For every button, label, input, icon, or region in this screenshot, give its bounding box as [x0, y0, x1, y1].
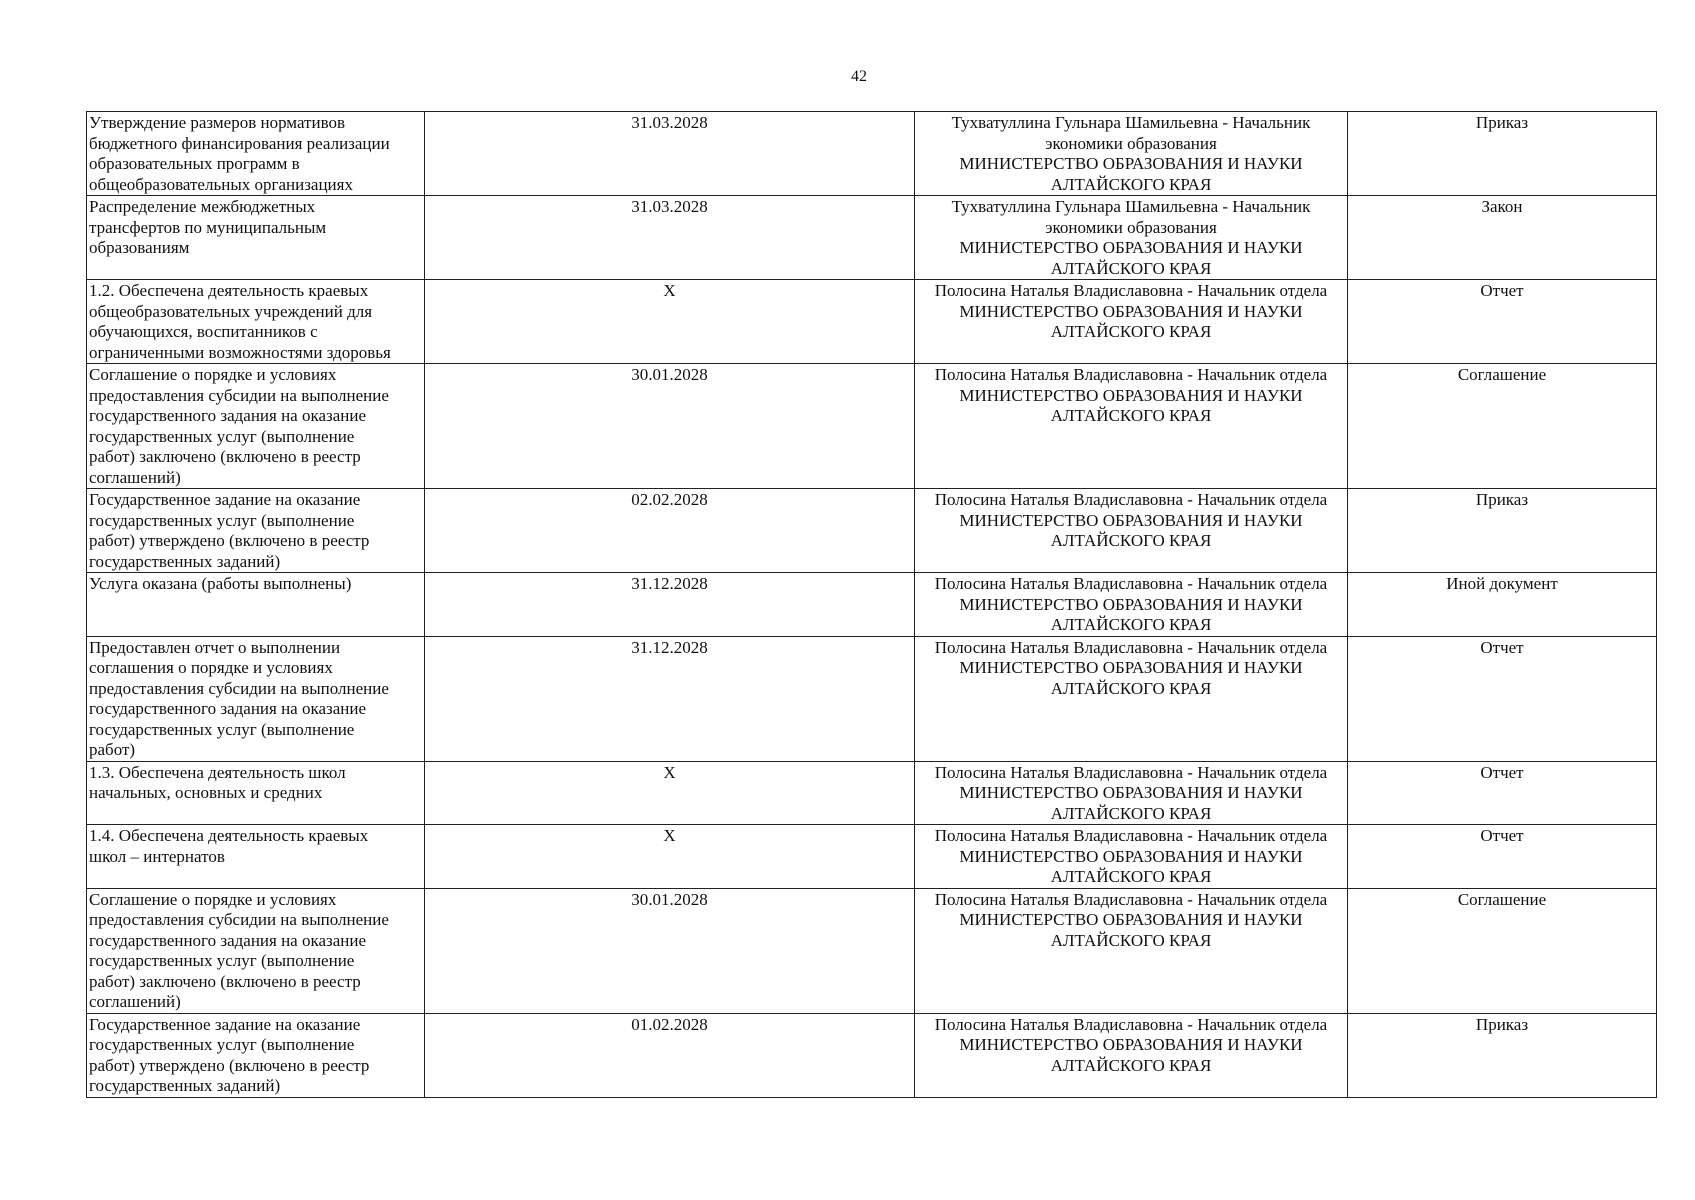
responsible-cell — [915, 888, 1348, 1013]
activity-name-cell — [87, 1013, 425, 1097]
document-type-cell: Приказ — [1348, 112, 1657, 196]
table-row — [87, 489, 1657, 573]
responsible-line: МИНИСТЕРСТВО ОБРАЗОВАНИЯ И НАУКИ — [959, 594, 1303, 614]
activity-name-line: 1.3. Обеспечена деятельность школ — [89, 762, 346, 782]
activity-name-line: государственных услуг (выполнение — [89, 426, 355, 446]
responsible-line: Полосина Наталья Владиславовна - Начальник отдела — [934, 365, 1328, 384]
responsible-line: АЛТАЙСКОГО КРАЯ — [1050, 1055, 1212, 1075]
responsible-line: АЛТАЙСКОГО КРАЯ — [1050, 322, 1212, 341]
responsible-line: АЛТАЙСКОГО КРАЯ — [1050, 678, 1212, 698]
responsible-line: АЛТАЙСКОГО КРАЯ — [1050, 174, 1212, 194]
responsible-line: АЛТАЙСКОГО КРАЯ — [1050, 406, 1212, 425]
responsible-line: МИНИСТЕРСТВО ОБРАЗОВАНИЯ И НАУКИ — [959, 510, 1303, 530]
responsible-line: АЛТАЙСКОГО КРАЯ — [1050, 803, 1212, 823]
responsible-cell — [915, 636, 1348, 761]
document-type-cell: Приказ — [1348, 1013, 1657, 1097]
activity-name-cell — [87, 573, 425, 637]
activity-name-line: государственного задания на оказание — [89, 406, 367, 425]
activity-name-line: предоставления субсидии на выполнение — [89, 385, 389, 405]
activity-name-cell — [87, 825, 425, 889]
activity-name-line: ограниченными возможностями здоровья — [89, 342, 391, 362]
activity-name-line: Распределение межбюджетных — [89, 197, 316, 216]
responsible-line: Тухватуллина Гульнара Шамильевна - Начальник — [951, 197, 1311, 216]
responsible-line: экономики образования — [1045, 133, 1217, 153]
responsible-cell — [915, 1013, 1348, 1097]
deadline-cell: X — [425, 280, 915, 364]
activity-name-line: обучающихся, воспитанников с — [89, 322, 318, 341]
activity-name-line: общеобразовательных учреждений для — [89, 301, 373, 321]
activity-name-line: государственных услуг (выполнение — [89, 510, 355, 530]
activity-name-line: работ) утверждено (включено в реестр — [89, 1055, 370, 1075]
activity-name-line: работ) заключено (включено в реестр — [89, 447, 361, 466]
activity-name-line: 1.2. Обеспечена деятельность краевых — [89, 281, 369, 300]
deadline-cell: 01.02.2028 — [425, 1013, 915, 1097]
deadline-cell: 02.02.2028 — [425, 489, 915, 573]
responsible-line: МИНИСТЕРСТВО ОБРАЗОВАНИЯ И НАУКИ — [959, 1035, 1303, 1054]
responsible-cell — [915, 573, 1348, 637]
activity-name-line: общеобразовательных организациях — [89, 174, 353, 194]
activity-name-line: Услуга оказана (работы выполнены) — [89, 574, 352, 593]
activity-name-line: образовательных программ в — [89, 154, 300, 173]
activity-name-cell — [87, 888, 425, 1013]
responsible-cell — [915, 825, 1348, 889]
table-row — [87, 761, 1657, 825]
responsible-line: Полосина Наталья Владиславовна - Начальник отдела — [934, 490, 1328, 509]
responsible-cell — [915, 112, 1348, 196]
responsible-line: АЛТАЙСКОГО КРАЯ — [1050, 531, 1212, 550]
activity-name-cell — [87, 364, 425, 489]
activity-name-line: начальных, основных и средних — [89, 783, 323, 802]
activity-name-line: государственного задания на оказание — [89, 930, 367, 950]
table-row — [87, 196, 1657, 280]
activity-name-line: Соглашение о порядке и условиях — [89, 889, 337, 909]
activity-name-line: соглашений) — [89, 467, 181, 487]
table-row — [87, 364, 1657, 489]
document-type-cell: Закон — [1348, 196, 1657, 280]
activity-name-line: Государственное задание на оказание — [89, 490, 361, 509]
activity-name-line: Соглашение о порядке и условиях — [89, 365, 337, 384]
responsible-line: МИНИСТЕРСТВО ОБРАЗОВАНИЯ И НАУКИ — [959, 910, 1303, 929]
responsible-line: МИНИСТЕРСТВО ОБРАЗОВАНИЯ И НАУКИ — [959, 301, 1303, 321]
responsible-cell — [915, 489, 1348, 573]
deadline-cell: 31.12.2028 — [425, 573, 915, 637]
responsible-line: МИНИСТЕРСТВО ОБРАЗОВАНИЯ И НАУКИ — [959, 385, 1303, 405]
responsible-cell — [915, 196, 1348, 280]
document-type-cell: Отчет — [1348, 280, 1657, 364]
deadline-cell: 31.03.2028 — [425, 196, 915, 280]
activity-name-line: 1.4. Обеспечена деятельность краевых — [89, 826, 369, 845]
responsible-line: МИНИСТЕРСТВО ОБРАЗОВАНИЯ И НАУКИ — [959, 846, 1303, 866]
activity-name-line: работ) — [89, 740, 136, 759]
table-row — [87, 888, 1657, 1013]
activity-name-cell — [87, 761, 425, 825]
responsible-line: Полосина Наталья Владиславовна - Начальник отдела — [934, 1014, 1328, 1034]
table-row — [87, 573, 1657, 637]
page-number: 42 — [851, 68, 867, 85]
activity-name-line: трансфертов по муниципальным — [89, 217, 327, 237]
document-type-cell: Отчет — [1348, 636, 1657, 761]
responsible-line: МИНИСТЕРСТВО ОБРАЗОВАНИЯ И НАУКИ — [959, 783, 1303, 802]
activity-name-line: государственных услуг (выполнение — [89, 1035, 355, 1054]
activity-name-cell — [87, 636, 425, 761]
activity-name-line: предоставления субсидии на выполнение — [89, 910, 389, 929]
activity-name-line: образованиям — [89, 238, 190, 257]
responsible-cell — [915, 280, 1348, 364]
responsible-line: Полосина Наталья Владиславовна - Начальник отдела — [934, 281, 1328, 300]
responsible-line: АЛТАЙСКОГО КРАЯ — [1050, 258, 1212, 278]
activity-name-line: бюджетного финансирования реализации — [89, 133, 390, 153]
table-row — [87, 636, 1657, 761]
document-type-cell: Отчет — [1348, 761, 1657, 825]
responsible-line: Полосина Наталья Владиславовна - Начальник отдела — [934, 826, 1328, 845]
responsible-line: МИНИСТЕРСТВО ОБРАЗОВАНИЯ И НАУКИ — [959, 658, 1303, 677]
activity-table — [86, 111, 1657, 1098]
activity-name-line: предоставления субсидии на выполнение — [89, 678, 389, 698]
responsible-line: Полосина Наталья Владиславовна - Начальник отдела — [934, 637, 1328, 657]
table-row — [87, 1013, 1657, 1097]
activity-name-cell — [87, 489, 425, 573]
activity-name-line: школ – интернатов — [89, 846, 225, 866]
activity-name-line: работ) утверждено (включено в реестр — [89, 531, 370, 550]
activity-name-line: государственных заданий) — [89, 551, 281, 571]
activity-name-line: соглашения о порядке и условиях — [89, 658, 333, 677]
activity-name-line: государственных заданий) — [89, 1076, 281, 1095]
document-type-cell: Соглашение — [1348, 888, 1657, 1013]
responsible-line: Полосина Наталья Владиславовна - Начальник отдела — [934, 762, 1328, 782]
responsible-line: Тухватуллина Гульнара Шамильевна - Начальник — [951, 113, 1311, 132]
responsible-line: АЛТАЙСКОГО КРАЯ — [1050, 867, 1212, 886]
activity-name-line: Утверждение размеров нормативов — [89, 113, 346, 132]
responsible-line: АЛТАЙСКОГО КРАЯ — [1050, 930, 1212, 950]
document-type-cell: Отчет — [1348, 825, 1657, 889]
responsible-line: МИНИСТЕРСТВО ОБРАЗОВАНИЯ И НАУКИ — [959, 238, 1303, 257]
deadline-cell: 31.12.2028 — [425, 636, 915, 761]
activity-name-line: государственных услуг (выполнение — [89, 951, 355, 970]
activity-name-line: государственного задания на оказание — [89, 699, 367, 718]
responsible-cell — [915, 761, 1348, 825]
deadline-cell: 31.03.2028 — [425, 112, 915, 196]
activity-name-cell — [87, 280, 425, 364]
responsible-cell — [915, 364, 1348, 489]
table-row — [87, 112, 1657, 196]
document-type-cell: Иной документ — [1348, 573, 1657, 637]
responsible-line: Полосина Наталья Владиславовна - Начальник отдела — [934, 889, 1328, 909]
table-row — [87, 280, 1657, 364]
responsible-line: Полосина Наталья Владиславовна - Начальник отдела — [934, 574, 1328, 593]
document-type-cell: Соглашение — [1348, 364, 1657, 489]
activity-name-line: соглашений) — [89, 992, 181, 1011]
responsible-line: экономики образования — [1045, 217, 1217, 237]
document-type-cell: Приказ — [1348, 489, 1657, 573]
activity-name-line: государственных услуг (выполнение — [89, 719, 355, 739]
table-body — [87, 112, 1657, 1098]
deadline-cell: 30.01.2028 — [425, 888, 915, 1013]
table-row — [87, 825, 1657, 889]
deadline-cell: X — [425, 761, 915, 825]
responsible-line: МИНИСТЕРСТВО ОБРАЗОВАНИЯ И НАУКИ — [959, 154, 1303, 173]
activity-name-cell — [87, 112, 425, 196]
deadline-cell: 30.01.2028 — [425, 364, 915, 489]
activity-name-line: Государственное задание на оказание — [89, 1014, 361, 1034]
activity-name-line: Предоставлен отчет о выполнении — [89, 637, 341, 657]
activity-name-line: работ) заключено (включено в реестр — [89, 971, 361, 991]
responsible-line: АЛТАЙСКОГО КРАЯ — [1050, 615, 1212, 634]
activity-name-cell — [87, 196, 425, 280]
deadline-cell: X — [425, 825, 915, 889]
